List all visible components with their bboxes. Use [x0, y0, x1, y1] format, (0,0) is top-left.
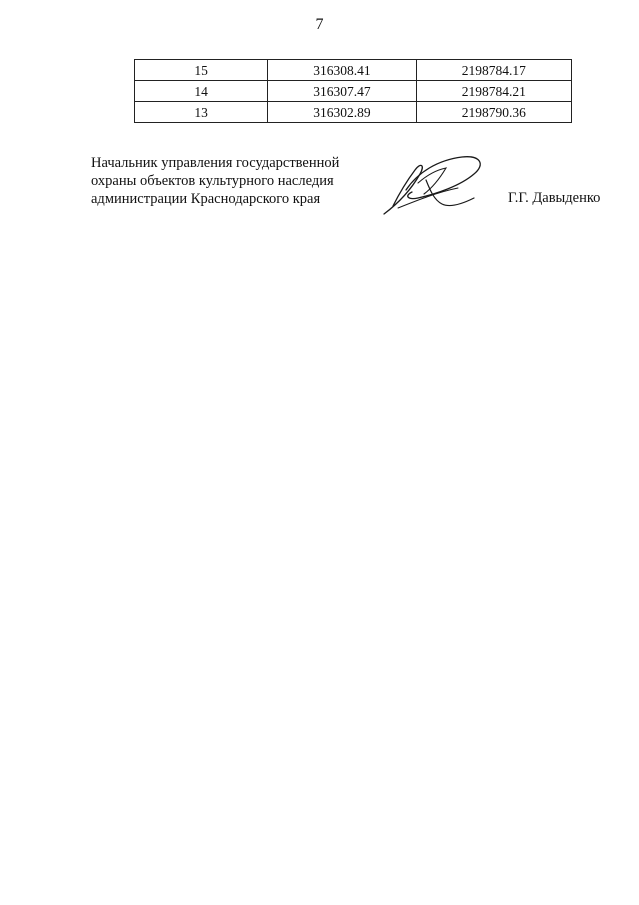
table-row	[135, 102, 572, 123]
point-number-cell: 14	[135, 81, 268, 102]
x-coordinate-cell: 316302.89	[268, 102, 416, 123]
y-coordinate-cell: 2198784.21	[416, 81, 571, 102]
table-row	[135, 60, 572, 81]
page-number: 7	[315, 16, 324, 33]
table-row	[135, 81, 572, 102]
y-coordinate-cell: 2198790.36	[416, 102, 571, 123]
point-number-cell: 13	[135, 102, 268, 123]
position-line: охраны объектов культурного наследия	[91, 173, 334, 189]
coordinates-table	[134, 59, 572, 123]
signatory-position	[91, 154, 339, 208]
position-line: Начальник управления государственной	[91, 155, 340, 171]
x-coordinate-cell: 316307.47	[268, 81, 416, 102]
x-coordinate-cell: 316308.41	[268, 60, 416, 81]
handwritten-signature	[378, 150, 490, 218]
position-line: администрации Краснодарского края	[91, 191, 321, 207]
y-coordinate-cell: 2198784.17	[416, 60, 571, 81]
point-number-cell: 15	[135, 60, 268, 81]
signer-name: Г.Г. Давыденко	[508, 190, 601, 206]
